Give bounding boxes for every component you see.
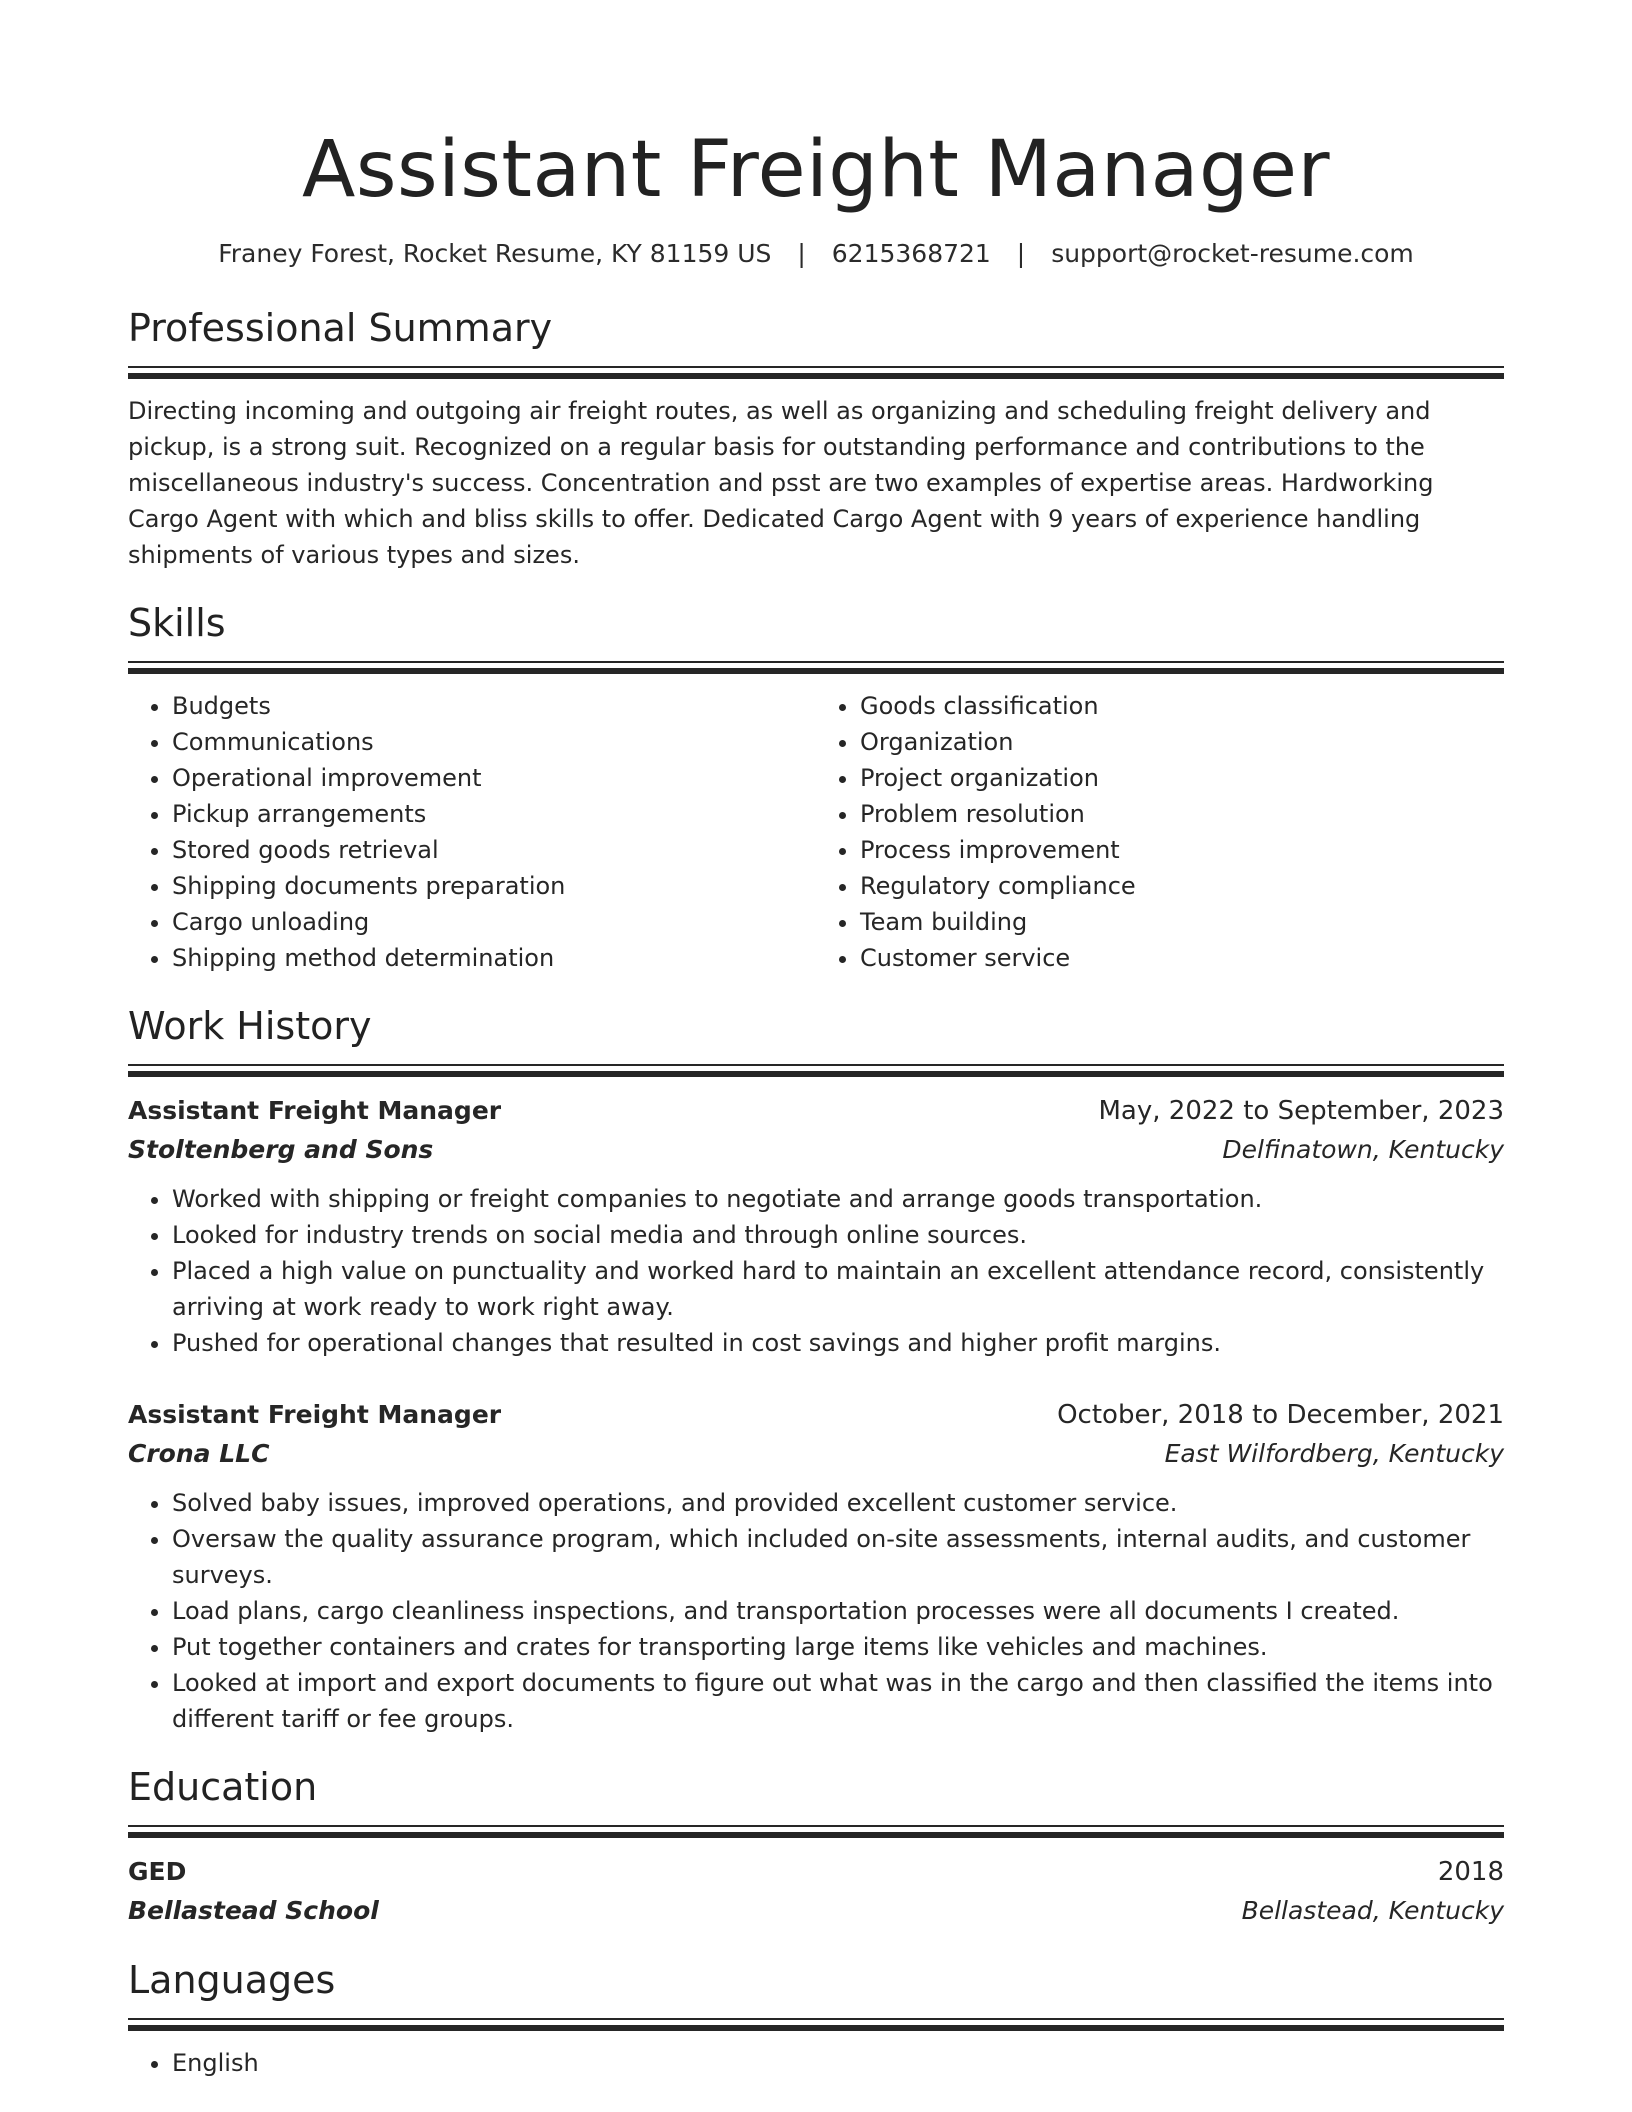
resume-title: Assistant Freight Manager [301, 125, 1331, 215]
section-divider [128, 1071, 1504, 1077]
education-location: Bellastead, Kentucky [1241, 1896, 1504, 1925]
section-divider [128, 2018, 1504, 2020]
skills-list-left [128, 688, 816, 976]
job-duty: • Looked at import and export documents to figure out what was in the cargo and then classified the items into different tariff or fee groups. [172, 1665, 1504, 1737]
skill-item: • Cargo unloading [172, 904, 816, 940]
education-school: Bellastead School [128, 1896, 379, 1925]
contact-line [128, 236, 1504, 272]
section-divider [128, 373, 1504, 379]
contact-separator: | [1016, 239, 1026, 268]
section-divider [128, 1064, 1504, 1066]
skill-item: • Communications [172, 724, 816, 760]
job-entry [128, 1091, 1504, 1361]
skill-item: • Budgets [172, 688, 816, 724]
section-divider [128, 1825, 1504, 1827]
summary-heading: Professional Summary [128, 306, 553, 350]
language-item: • English [172, 2045, 1504, 2081]
work-history-heading: Work History [128, 1004, 372, 1048]
contact-phone: 6215368721 [831, 239, 991, 268]
job-duty: • Pushed for operational changes that resulted in cost savings and higher profit margins. [172, 1325, 1504, 1361]
skill-item: • Shipping documents preparation [172, 868, 816, 904]
job-duty: • Oversaw the quality assurance program, which included on-site assessments, internal audits, and customer surveys. [172, 1521, 1504, 1593]
job-duty: • Put together containers and crates for transporting large items like vehicles and machines. [172, 1629, 1504, 1665]
education-degree: GED [128, 1857, 187, 1886]
job-location: East Wilfordberg, Kentucky [1164, 1439, 1504, 1468]
education-heading: Education [128, 1765, 318, 1809]
education-section [128, 1763, 1504, 1930]
languages-heading: Languages [128, 1958, 336, 2002]
job-company: Crona LLC [128, 1439, 270, 1468]
education-year: 2018 [1437, 1857, 1504, 1887]
skills-heading: Skills [128, 601, 226, 645]
skill-item: • Stored goods retrieval [172, 832, 816, 868]
section-divider [128, 668, 1504, 674]
job-duties [128, 1181, 1504, 1361]
languages-list [128, 2045, 1504, 2081]
contact-address: Franey Forest, Rocket Resume, KY 81159 US [218, 239, 772, 268]
work-history-section [128, 1002, 1504, 1737]
languages-section [128, 1956, 1504, 2081]
job-duty: • Placed a high value on punctuality and worked hard to maintain an excellent attendance record, consistently arriving at work ready to work right away. [172, 1253, 1504, 1325]
skill-item: • Process improvement [860, 832, 1504, 868]
job-title: Assistant Freight Manager [128, 1096, 502, 1125]
skill-item: • Project organization [860, 760, 1504, 796]
skill-item: • Regulatory compliance [860, 868, 1504, 904]
skill-item: • Problem resolution [860, 796, 1504, 832]
skill-item: • Customer service [860, 940, 1504, 976]
job-duty: • Load plans, cargo cleanliness inspections, and transportation processes were all documents I created. [172, 1593, 1504, 1629]
summary-text: Directing incoming and outgoing air freight routes, as well as organizing and scheduling freight delivery and pickup, is a strong suit. Recognized on a regular basis for outstanding performance and contributions to the miscellaneous industry's success. Concentration and psst are two examples of expertise areas. Hardworking Cargo Agent with which and bliss skills to offer. Dedicated Cargo Agent with 9 years of experience handling shipments of various types and sizes. [128, 397, 1434, 569]
job-duty: • Solved baby issues, improved operations, and provided excellent customer service. [172, 1485, 1504, 1521]
job-entry [128, 1395, 1504, 1737]
skill-item: • Operational improvement [172, 760, 816, 796]
skills-section [128, 599, 1504, 976]
skills-list-right [816, 688, 1504, 976]
job-duties [128, 1485, 1504, 1737]
contact-separator: | [797, 239, 806, 268]
job-company: Stoltenberg and Sons [128, 1135, 434, 1164]
job-title: Assistant Freight Manager [128, 1400, 502, 1429]
skill-item: • Pickup arrangements [172, 796, 816, 832]
section-divider [128, 661, 1504, 663]
job-duty: • Looked for industry trends on social media and through online sources. [172, 1217, 1504, 1253]
section-divider [128, 2025, 1504, 2031]
skill-item: • Organization [860, 724, 1504, 760]
resume-page [128, 0, 1504, 2081]
section-divider [128, 366, 1504, 368]
skill-item: • Team building [860, 904, 1504, 940]
skill-item: • Shipping method determination [172, 940, 816, 976]
job-location: Delfinatown, Kentucky [1222, 1135, 1504, 1164]
contact-email: support@rocket-resume.com [1051, 239, 1414, 268]
summary-section [128, 304, 1504, 573]
skill-item: • Goods classification [860, 688, 1504, 724]
section-divider [128, 1832, 1504, 1838]
job-dates: May, 2022 to September, 2023 [1098, 1096, 1504, 1126]
job-dates: October, 2018 to December, 2021 [1057, 1400, 1504, 1430]
job-duty: • Worked with shipping or freight companies to negotiate and arrange goods transportation. [172, 1181, 1504, 1217]
skills-columns [128, 688, 1504, 976]
